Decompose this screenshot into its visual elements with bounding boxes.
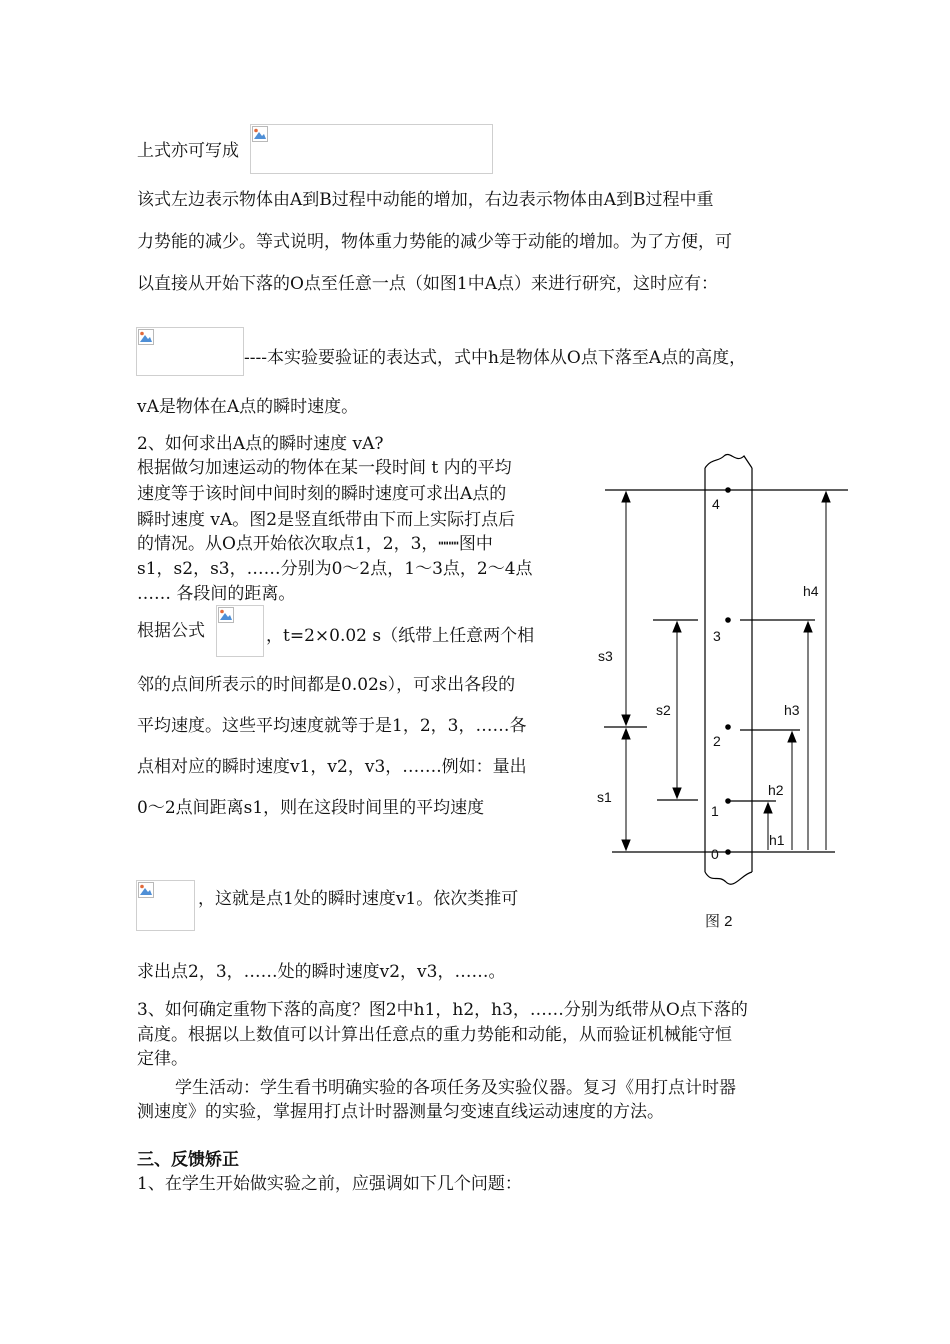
- height-label-h1: h1: [769, 832, 785, 848]
- tape-torn-bottom: [705, 872, 752, 884]
- paragraph-line: ，这就是点1处的瞬时速度v1。依次类推可: [198, 889, 519, 909]
- formula-intro: 上式亦可写成: [137, 141, 239, 161]
- paragraph-line: 平均速度。这些平均速度就等于是1，2，3，……各: [137, 716, 527, 736]
- paper-tape-diagram: [590, 450, 860, 940]
- paragraph-line: ，t=2×0.02 s（纸带上任意两个相: [266, 626, 535, 646]
- paragraph-line: 以直接从开始下落的O点至任意一点（如图1中A点）来进行研究，这时应有：: [137, 274, 719, 294]
- tape-torn-top: [705, 454, 752, 468]
- section-heading: 三、反馈矫正: [137, 1150, 239, 1170]
- point-label: 4: [712, 496, 720, 512]
- formula-image: [216, 605, 264, 657]
- paragraph-line: 点相对应的瞬时速度v1，v2，v3，…….例如：量出: [137, 757, 527, 777]
- paragraph-line: s1，s2，s3，……分别为0～2点，1～3点，2～4点: [137, 559, 533, 579]
- section-heading: 2、如何求出A点的瞬时速度 vA?: [137, 434, 384, 454]
- paragraph-line: 求出点2，3，……处的瞬时速度v2，v3，……。: [137, 962, 506, 982]
- distance-label-s1: s1: [597, 789, 612, 805]
- paragraph-line: 力势能的减少。等式说明，物体重力势能的减少等于动能的增加。为了方便，可: [137, 232, 732, 252]
- paragraph-line: vA是物体在A点的瞬时速度。: [137, 397, 359, 417]
- paragraph-line: 高度。根据以上数值可以计算出任意点的重力势能和动能，从而验证机械能守恒: [137, 1025, 732, 1045]
- paragraph-line: 瞬时速度 vA。图2是竖直纸带由下而上实际打点后: [137, 510, 516, 530]
- broken-image-icon: [252, 126, 268, 142]
- paragraph-line: 3、如何确定重物下落的高度？图2中h1，h2，h3，……分别为纸带从O点下落的: [137, 1000, 748, 1020]
- paragraph-line: …… 各段间的距离。: [137, 584, 296, 604]
- paragraph-line: 定律。: [137, 1049, 188, 1069]
- height-label-h2: h2: [768, 782, 784, 798]
- broken-image-icon: [138, 882, 154, 898]
- broken-image-icon: [138, 329, 154, 345]
- height-label-h4: h4: [803, 583, 819, 599]
- figure-caption: 图 2: [705, 913, 733, 930]
- expression-description: ----本实验要验证的表达式，式中h是物体从O点下落至A点的高度，: [244, 348, 747, 368]
- paragraph-line: 根据做匀加速运动的物体在某一段时间 t 内的平均: [137, 458, 512, 478]
- text-line: [137, 621, 205, 641]
- distance-label-s2: s2: [656, 702, 671, 718]
- paragraph-line: 的情况。从O点开始依次取点1，2，3，┉┉图中: [137, 534, 493, 554]
- formula-image: [136, 327, 244, 376]
- paragraph-line: 邻的点间所表示的时间都是0.02s），可求出各段的: [137, 675, 516, 695]
- paragraph-line: 学生活动：学生看书明确实验的各项任务及实验仪器。复习《用打点计时器: [175, 1078, 736, 1098]
- point-label: 3: [713, 628, 721, 644]
- formula-intro: 根据公式: [137, 621, 205, 641]
- paragraph-line: 0～2点间距离s1，则在这段时间里的平均速度: [137, 798, 485, 818]
- broken-image-icon: [218, 607, 234, 623]
- distance-label-s3: s3: [598, 648, 613, 664]
- paragraph-line: 1、在学生开始做实验之前，应强调如下几个问题：: [137, 1174, 522, 1194]
- paragraph-line: 该式左边表示物体由A到B过程中动能的增加，右边表示物体由A到B过程中重: [137, 190, 714, 210]
- point-label: 2: [713, 733, 721, 749]
- paragraph-line: 测速度》的实验，掌握用打点计时器测量匀变速直线运动速度的方法。: [137, 1102, 664, 1122]
- formula-image: [136, 880, 195, 931]
- paragraph-line: 速度等于该时间中间时刻的瞬时速度可求出A点的: [137, 484, 507, 504]
- point-label: 1: [711, 803, 719, 819]
- point-label: 0: [711, 846, 719, 862]
- height-label-h3: h3: [784, 702, 800, 718]
- text-line: [137, 141, 239, 161]
- formula-image: [250, 124, 493, 174]
